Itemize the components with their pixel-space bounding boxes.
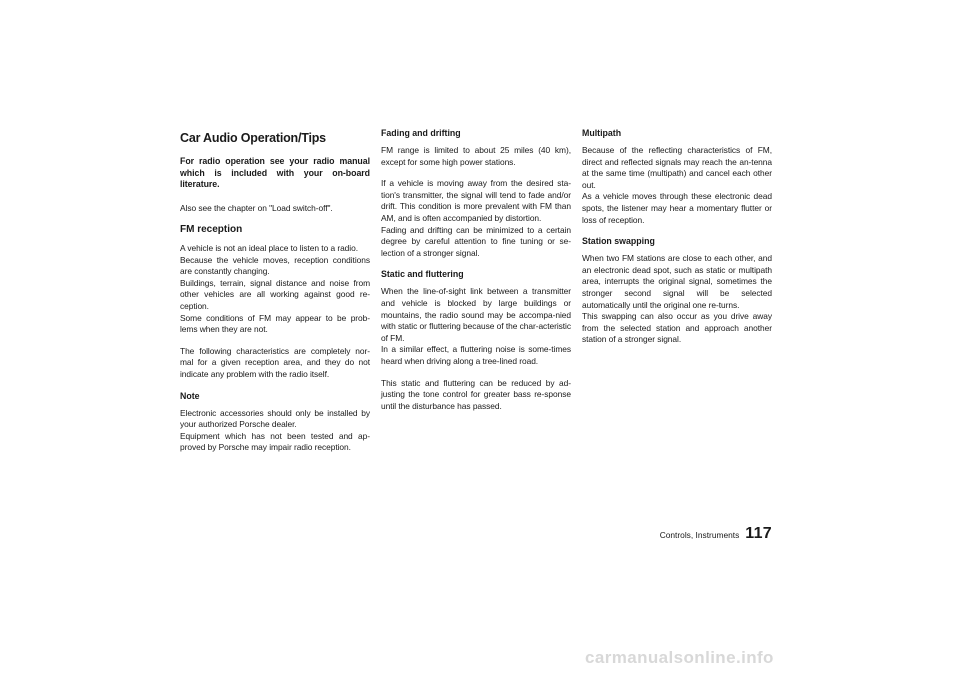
static-paragraph-1: When the line-of-sight link between a transmitter and vehicle is blocked by large buildings or mountains, the radio sound may be accompa-nied with static or fluttering because of the char-acteristic of FM. In a similar effect, a fluttering noise is some-times heard when driving along a tree-lined road. — [381, 286, 571, 366]
intro-bold-text: For radio operation see your radio manual which is included with your on-board literature. — [180, 156, 370, 189]
note-paragraph: Electronic accessories should only be installed by your authorized Porsche dealer. Equipment which has not been tested and ap-proved by Porsche may impair radio reception. — [180, 407, 370, 453]
station-swapping-heading: Station swapping — [582, 236, 655, 247]
watermark-text: carmanualsonline.info — [585, 648, 774, 667]
fm-reception-heading: FM reception — [180, 224, 243, 236]
page-footer — [660, 526, 772, 542]
page-title: Car Audio Operation/Tips — [180, 131, 326, 145]
fading-heading: Fading and drifting — [381, 128, 461, 138]
page-number: 117 — [745, 525, 772, 542]
multipath-heading: Multipath — [582, 128, 622, 138]
multipath-paragraph: Because of the reflecting characteristics of FM, direct and reflected signals may reach the an-tenna at the same time (multipath) and cancel each other out. As a vehicle moves through these electronic dead spots, the listener may hear a momentary flutter or loss of reception. — [582, 145, 772, 225]
fm-reception-paragraph-1: A vehicle is not an ideal place to listen to a radio. Because the vehicle moves, reception conditions are constantly changing. Buildings, terrain, signal distance and noise from other vehicles are all working against good re-ception. Some conditions of FM may appear to be prob-lems when they are not. — [180, 243, 370, 335]
note-heading: Note — [180, 390, 200, 401]
column-middle — [381, 128, 571, 422]
fading-paragraph-1: FM range is limited to about 25 miles (40 km), except for some high power stations. — [381, 145, 571, 167]
see-also-text: Also see the chapter on "Load switch-off". — [180, 202, 333, 213]
station-swapping-paragraph: When two FM stations are close to each other, and an electronic dead spot, such as static or multipath area, interrupts the original signal, sometimes the stronger second signal will be selected automatically until the original one re-turns. This swapping can also occur as you drive away from the selected station and approach another station of a stronger signal. — [582, 253, 772, 345]
column-right — [582, 128, 772, 356]
section-label: Controls, Instruments — [659, 530, 740, 540]
column-left — [180, 128, 370, 464]
fading-paragraph-2: If a vehicle is moving away from the desired sta-tion's transmitter, the signal will tend to fade and/or drift. This condition is more prevalent with FM than AM, and is often accompanied by distortion. Fading and drifting can be minimized to a certain degree by careful attention to fine tuning or se-lection of a stronger signal. — [381, 178, 571, 258]
static-paragraph-2: This static and fluttering can be reduced by ad-justing the tone control for greater bass re-sponse until the disturbance has passed. — [381, 377, 571, 411]
static-heading: Static and fluttering — [381, 269, 464, 280]
fm-reception-paragraph-2: The following characteristics are completely nor-mal for a given reception area, and they do not indicate any problem with the radio itself. — [180, 345, 370, 380]
